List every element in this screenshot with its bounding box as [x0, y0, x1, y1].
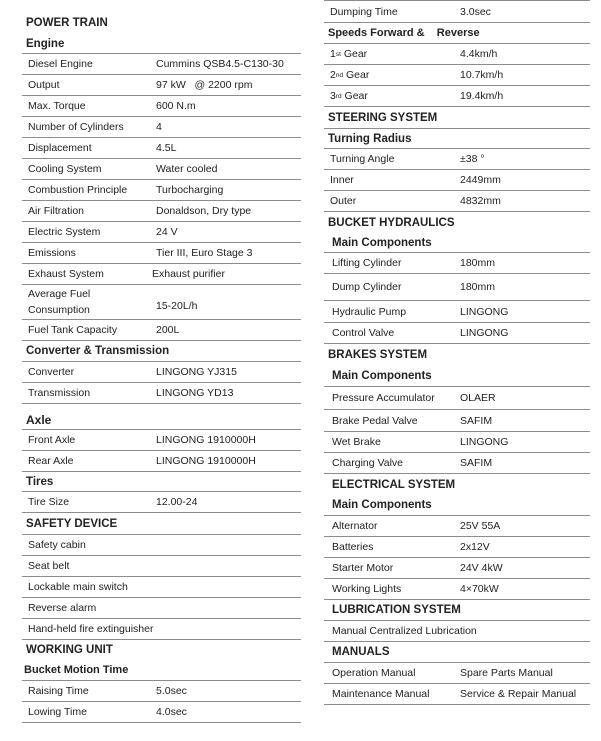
working-unit-header — [22, 640, 301, 660]
spec-label: Inner — [330, 174, 354, 186]
safety-header — [22, 513, 301, 535]
spec-label: Maintenance Manual — [332, 688, 430, 700]
engine-header — [22, 34, 301, 54]
spec-value: LINGONG — [460, 305, 509, 318]
manuals-header — [324, 642, 590, 663]
spec-row — [22, 285, 301, 320]
spec-row — [324, 432, 590, 453]
spec-value: 24 V — [156, 226, 178, 238]
spec-row — [22, 383, 301, 404]
spec-row — [22, 138, 301, 159]
spec-row — [22, 702, 301, 723]
main-components-title: Main Components — [332, 369, 432, 382]
spec-label: Exhaust System — [28, 268, 104, 280]
spec-label — [28, 285, 90, 319]
gear-ordinal: st — [335, 50, 341, 58]
spec-label: Operation Manual — [332, 667, 416, 679]
safety-title: SAFETY DEVICE — [26, 517, 118, 530]
gear-label: Gear — [340, 48, 368, 60]
spec-row — [324, 387, 590, 410]
turning-title: Turning Radius — [328, 132, 412, 145]
spec-row — [324, 453, 590, 474]
spec-row — [324, 663, 590, 684]
spec-value: 2449mm — [460, 174, 501, 186]
lubrication-item: Manual Centralized Lubrication — [332, 625, 477, 637]
spec-value: Exhaust purifier — [152, 268, 225, 280]
spec-label: Charging Valve — [332, 457, 404, 469]
steering-header — [324, 107, 590, 129]
spec-label: Displacement — [28, 142, 92, 154]
spec-value: 4.5L — [156, 142, 177, 154]
spec-value: 24V 4kW — [460, 562, 503, 574]
spec-label: Pressure Accumulator — [332, 392, 435, 404]
spec-row — [22, 264, 301, 285]
spec-value: SAFIM — [460, 414, 493, 427]
spec-value: Donaldson, Dry type — [156, 205, 252, 217]
spec-label — [330, 65, 369, 85]
safety-item: Hand-held fire extinguisher — [28, 623, 154, 635]
spec-label: Fuel Tank Capacity — [28, 324, 118, 336]
spec-label: Combustion Principle — [28, 184, 128, 196]
spec-row — [324, 149, 590, 170]
spec-value: Spare Parts Manual — [460, 667, 553, 679]
spec-label: Converter — [28, 366, 75, 378]
spec-row — [22, 243, 301, 264]
spec-label: Front Axle — [28, 434, 76, 446]
spec-row — [22, 681, 301, 702]
spec-value: 15-20L/h — [156, 300, 198, 312]
converter-title: Converter & Transmission — [26, 345, 170, 357]
spec-row — [22, 159, 301, 180]
gear-label: Gear — [341, 90, 368, 102]
left-spec-column — [22, 0, 301, 723]
spec-row — [22, 451, 301, 472]
avg-fuel-label-line1: Average Fuel — [28, 288, 91, 300]
lubrication-title: LUBRICATION SYSTEM — [332, 604, 461, 616]
spec-value: Service & Repair Manual — [460, 688, 577, 700]
spec-row — [324, 274, 590, 301]
spec-value: ±38 ° — [460, 153, 485, 165]
list-item — [22, 577, 301, 598]
spec-row — [324, 0, 590, 23]
right-spec-column — [324, 0, 590, 705]
manuals-title: MANUALS — [332, 646, 390, 658]
main-components-header — [324, 495, 590, 516]
tires-header — [22, 472, 301, 492]
safety-item: Lockable main switch — [28, 581, 128, 593]
spec-value: LINGONG 1910000H — [156, 434, 256, 446]
spec-value: SAFIM — [460, 457, 493, 469]
axle-title: Axle — [26, 412, 52, 427]
gear-label: Gear — [343, 69, 370, 81]
spec-row — [22, 430, 301, 451]
safety-item: Seat belt — [28, 560, 70, 572]
spec-label: Working Lights — [332, 583, 402, 595]
bucket-hydraulics-title: BUCKET HYDRAULICS — [328, 217, 455, 229]
gear-ordinal: rd — [335, 92, 342, 100]
spec-value: Water cooled — [156, 163, 218, 175]
spec-value: 5.0sec — [156, 685, 187, 697]
gear-row — [324, 86, 590, 107]
spec-value: 12.00-24 — [156, 496, 198, 508]
spec-label: Lifting Cylinder — [332, 257, 402, 269]
spec-value: 180mm — [460, 281, 496, 293]
spec-row — [324, 579, 590, 600]
spec-value: Turbocharging — [156, 184, 224, 196]
spec-label: Lowing Time — [28, 706, 87, 718]
spec-value: LINGONG — [460, 436, 509, 448]
spec-value: 4832mm — [460, 195, 501, 207]
turning-header — [324, 129, 590, 149]
spec-label: Tire Size — [28, 496, 70, 508]
spec-label — [330, 44, 367, 64]
gear-number: 3 — [330, 90, 336, 102]
spec-label: Turning Angle — [330, 153, 395, 165]
bucket-motion-header — [22, 660, 301, 681]
list-item — [324, 621, 590, 642]
spec-row — [22, 362, 301, 383]
safety-item: Safety cabin — [28, 539, 86, 551]
gear-ordinal: nd — [335, 71, 344, 79]
spec-value: 4.0sec — [156, 706, 187, 718]
spec-value: 2x12V — [460, 541, 490, 553]
list-item — [22, 598, 301, 619]
power-train-header — [22, 12, 301, 34]
spec-row — [324, 558, 590, 579]
gear-row — [324, 44, 590, 65]
spec-label: Hydraulic Pump — [332, 305, 407, 318]
main-components-header — [324, 234, 590, 253]
spec-row — [324, 323, 590, 344]
spec-row — [22, 117, 301, 138]
converter-header — [22, 341, 301, 362]
power-train-title: POWER TRAIN — [26, 17, 108, 29]
gear-number: 2 — [330, 69, 336, 81]
spec-row — [324, 684, 590, 705]
spec-label: Batteries — [332, 541, 374, 553]
avg-fuel-label-line2: Consumption — [28, 304, 90, 316]
spec-row — [22, 492, 301, 513]
brakes-header — [324, 344, 590, 365]
spec-value: 200L — [156, 324, 180, 336]
spec-label: Cooling System — [28, 163, 102, 175]
spec-value: 4 — [156, 121, 162, 133]
spec-row — [22, 75, 301, 96]
electrical-title: ELECTRICAL SYSTEM — [332, 478, 456, 491]
spec-value: 4×70kW — [460, 583, 499, 595]
bucket-hydraulics-header — [324, 212, 590, 234]
spec-value: 180mm — [460, 257, 496, 269]
spec-value: 3.0sec — [460, 5, 491, 18]
spec-value: LINGONG 1910000H — [156, 455, 256, 467]
brakes-title: BRAKES SYSTEM — [328, 348, 428, 361]
spec-row — [22, 54, 301, 75]
spec-label: Number of Cylinders — [28, 121, 124, 133]
list-item — [22, 556, 301, 577]
spec-value: 19.4km/h — [460, 90, 504, 102]
bucket-motion-title: Bucket Motion Time — [24, 664, 129, 676]
spec-row — [324, 516, 590, 537]
spec-value: OLAER — [460, 392, 496, 404]
spec-row — [324, 191, 590, 212]
spec-value: 600 N.m — [156, 100, 196, 112]
spec-value: 25V 55A — [460, 520, 501, 532]
list-item — [22, 619, 301, 640]
main-components-header — [324, 365, 590, 387]
spec-label: Alternator — [332, 520, 378, 532]
spec-label: Diesel Engine — [28, 58, 93, 70]
spec-value: LINGONG YJ315 — [156, 366, 237, 378]
spec-label: Outer — [330, 195, 357, 207]
main-components-title: Main Components — [332, 237, 432, 249]
spec-row — [324, 301, 590, 323]
spec-label: Starter Motor — [332, 562, 394, 574]
spec-label: Transmission — [28, 387, 91, 399]
steering-title: STEERING SYSTEM — [328, 111, 438, 124]
spec-label: Dumping Time — [330, 5, 398, 18]
spec-label: Electric System — [28, 226, 101, 238]
spec-row — [324, 170, 590, 191]
spec-value: 97 kW @ 2200 rpm — [156, 79, 253, 91]
spec-label: Wet Brake — [332, 436, 381, 448]
lubrication-header — [324, 600, 590, 621]
spec-value: Cummins QSB4.5-C130-30 — [156, 58, 284, 70]
spec-row — [324, 253, 590, 274]
axle-header — [22, 404, 301, 430]
gear-row — [324, 65, 590, 86]
speeds-title: Speeds Forward & Reverse — [328, 27, 480, 39]
spec-label: Output — [28, 79, 60, 91]
spec-row — [22, 201, 301, 222]
spec-value: LINGONG — [460, 327, 509, 339]
spec-label: Emissions — [28, 247, 76, 259]
spec-label: Max. Torque — [28, 100, 86, 112]
spec-row — [22, 222, 301, 243]
spec-value: 10.7km/h — [460, 69, 504, 81]
safety-item: Reverse alarm — [28, 602, 97, 614]
speeds-header — [324, 23, 590, 44]
spec-row — [324, 410, 590, 432]
engine-title: Engine — [26, 37, 65, 50]
electrical-header — [324, 474, 590, 495]
main-components-title: Main Components — [332, 499, 432, 511]
tires-title: Tires — [26, 475, 54, 488]
spec-label: Raising Time — [28, 685, 89, 697]
spec-label — [330, 86, 368, 106]
list-item — [22, 535, 301, 556]
spec-label: Control Valve — [332, 327, 395, 339]
spec-value: Tier III, Euro Stage 3 — [156, 247, 253, 259]
gear-number: 1 — [330, 48, 336, 60]
working-unit-title: WORKING UNIT — [26, 644, 113, 656]
spec-row — [22, 96, 301, 117]
spec-row — [22, 320, 301, 341]
spec-value: LINGONG YD13 — [156, 387, 234, 399]
spec-label: Dump Cylinder — [332, 281, 402, 293]
spec-row — [324, 537, 590, 558]
spec-label: Rear Axle — [28, 455, 74, 467]
spec-value: 4.4km/h — [460, 48, 498, 60]
spec-label: Brake Pedal Valve — [332, 414, 418, 427]
spec-label: Air Filtration — [28, 205, 85, 217]
spec-row — [22, 180, 301, 201]
